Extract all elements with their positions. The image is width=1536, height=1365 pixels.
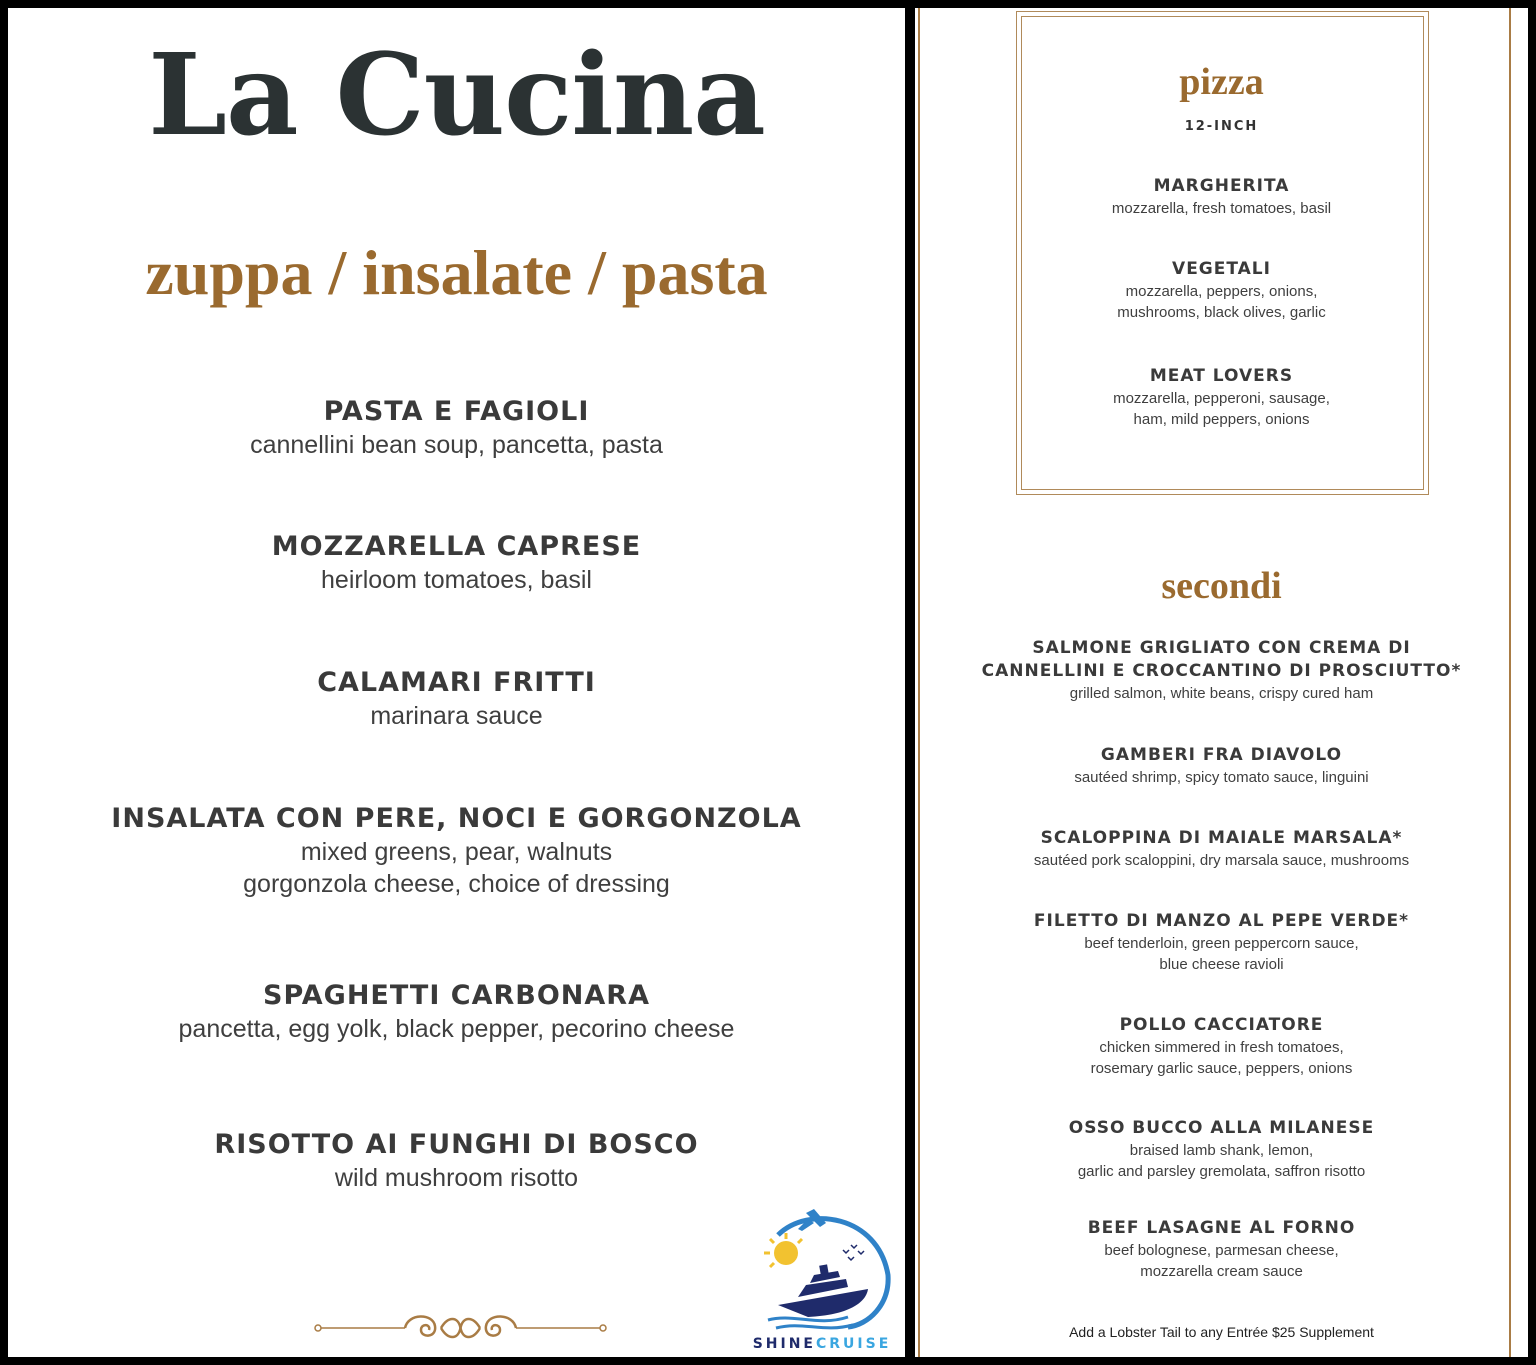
item-name: VEGETALI <box>1172 259 1271 279</box>
item-name: OSSO BUCCO ALLA MILANESE <box>1068 1118 1375 1138</box>
item-desc: beef bolognese, parmesan cheese, <box>1104 1242 1339 1259</box>
logo-word-cruise: CRUISE <box>816 1336 892 1352</box>
logo-word-shine: SHINE <box>752 1336 816 1352</box>
item-name: MEAT LOVERS <box>1149 366 1294 386</box>
item-desc: grilled salmon, white beans, crispy cured ham <box>1069 685 1374 702</box>
item-desc: mixed greens, pear, walnuts <box>300 838 613 866</box>
item-name: FILETTO DI MANZO AL PEPE VERDE* <box>1033 911 1410 931</box>
item-desc: braised lamb shank, lemon, <box>1129 1142 1314 1159</box>
item-name: BEEF LASAGNE AL FORNO <box>1087 1218 1356 1238</box>
item-name: MOZZARELLA CAPRESE <box>271 531 642 562</box>
item-name: POLLO CACCIATORE <box>1119 1015 1324 1035</box>
logo-wordmark <box>748 1336 896 1352</box>
item-name: RISOTTO AI FUNGHI DI BOSCO <box>214 1129 699 1160</box>
wave-icon <box>768 1317 853 1328</box>
menu-item <box>8 1128 905 1194</box>
item-desc: marinara sauce <box>370 702 543 730</box>
item-desc: cannellini bean soup, pancetta, pasta <box>250 431 663 459</box>
item-name: SPAGHETTI CARBONARA <box>263 980 650 1011</box>
item-name: GAMBERI FRA DIAVOLO <box>1100 745 1343 765</box>
section-title-zuppa-insalate-pasta: zuppa / insalate / pasta <box>145 237 768 308</box>
menu-item <box>915 910 1528 975</box>
menu-item <box>8 802 905 900</box>
section-title-pizza: pizza <box>1179 61 1264 103</box>
item-desc: garlic and parsley gremolata, saffron risotto <box>1077 1163 1366 1180</box>
menu-item <box>915 744 1528 788</box>
birds-icon <box>843 1245 864 1260</box>
pizza-size-subtitle: 12-INCH <box>1184 119 1259 134</box>
item-desc: mozzarella, peppers, onions, <box>1125 283 1318 300</box>
item-desc: wild mushroom risotto <box>334 1164 579 1192</box>
left-menu-page <box>8 8 905 1357</box>
lobster-supplement-note: Add a Lobster Tail to any Entrée $25 Supplement <box>1069 1324 1374 1340</box>
item-desc: sautéed pork scaloppini, dry marsala sauce, mushrooms <box>1033 852 1410 869</box>
flourish-icon <box>313 1308 608 1348</box>
item-desc: mozzarella cream sauce <box>1140 1263 1303 1280</box>
item-name: INSALATA CON PERE, NOCI E GORGONZOLA <box>111 803 802 834</box>
item-desc: gorgonzola cheese, choice of dressing <box>243 870 670 898</box>
menu-item <box>8 395 905 461</box>
item-name: PASTA E FAGIOLI <box>323 396 590 427</box>
right-menu-page <box>915 8 1528 1357</box>
menu-item <box>915 637 1528 704</box>
menu-item <box>915 175 1528 219</box>
item-name: CANNELLINI E CROCCANTINO DI PROSCIUTTO* <box>981 661 1462 681</box>
item-name: CALAMARI FRITTI <box>317 667 596 698</box>
shine-cruise-logo <box>748 1190 896 1350</box>
item-desc: ham, mild peppers, onions <box>1133 411 1310 428</box>
item-desc: blue cheese ravioli <box>1159 956 1284 973</box>
item-desc: pancetta, egg yolk, black pepper, pecorino cheese <box>178 1015 735 1043</box>
ship-icon <box>778 1264 868 1317</box>
menu-item <box>915 1014 1528 1079</box>
item-desc: beef tenderloin, green peppercorn sauce, <box>1084 935 1359 952</box>
sun-icon <box>764 1233 802 1267</box>
item-name: MARGHERITA <box>1153 176 1290 196</box>
restaurant-title: La Cucina <box>148 30 765 161</box>
section-title-secondi: secondi <box>1161 565 1282 607</box>
menu-item <box>8 979 905 1045</box>
menu-item <box>8 530 905 596</box>
item-desc: chicken simmered in fresh tomatoes, <box>1099 1039 1344 1056</box>
menu-item <box>915 258 1528 323</box>
menu-item <box>915 365 1528 430</box>
item-desc: sautéed shrimp, spicy tomato sauce, linguini <box>1074 769 1369 786</box>
menu-item <box>8 666 905 732</box>
item-name: SCALOPPINA DI MAIALE MARSALA* <box>1040 828 1403 848</box>
menu-item <box>915 1117 1528 1182</box>
item-name: SALMONE GRIGLIATO CON CREMA DI <box>1032 638 1411 658</box>
item-desc: mozzarella, fresh tomatoes, basil <box>1111 200 1332 217</box>
menu-item <box>915 1217 1528 1282</box>
item-desc: mozzarella, pepperoni, sausage, <box>1113 390 1330 407</box>
menu-item <box>915 827 1528 871</box>
item-desc: mushrooms, black olives, garlic <box>1117 304 1326 321</box>
item-desc: rosemary garlic sauce, peppers, onions <box>1090 1060 1353 1077</box>
item-desc: heirloom tomatoes, basil <box>321 566 592 594</box>
